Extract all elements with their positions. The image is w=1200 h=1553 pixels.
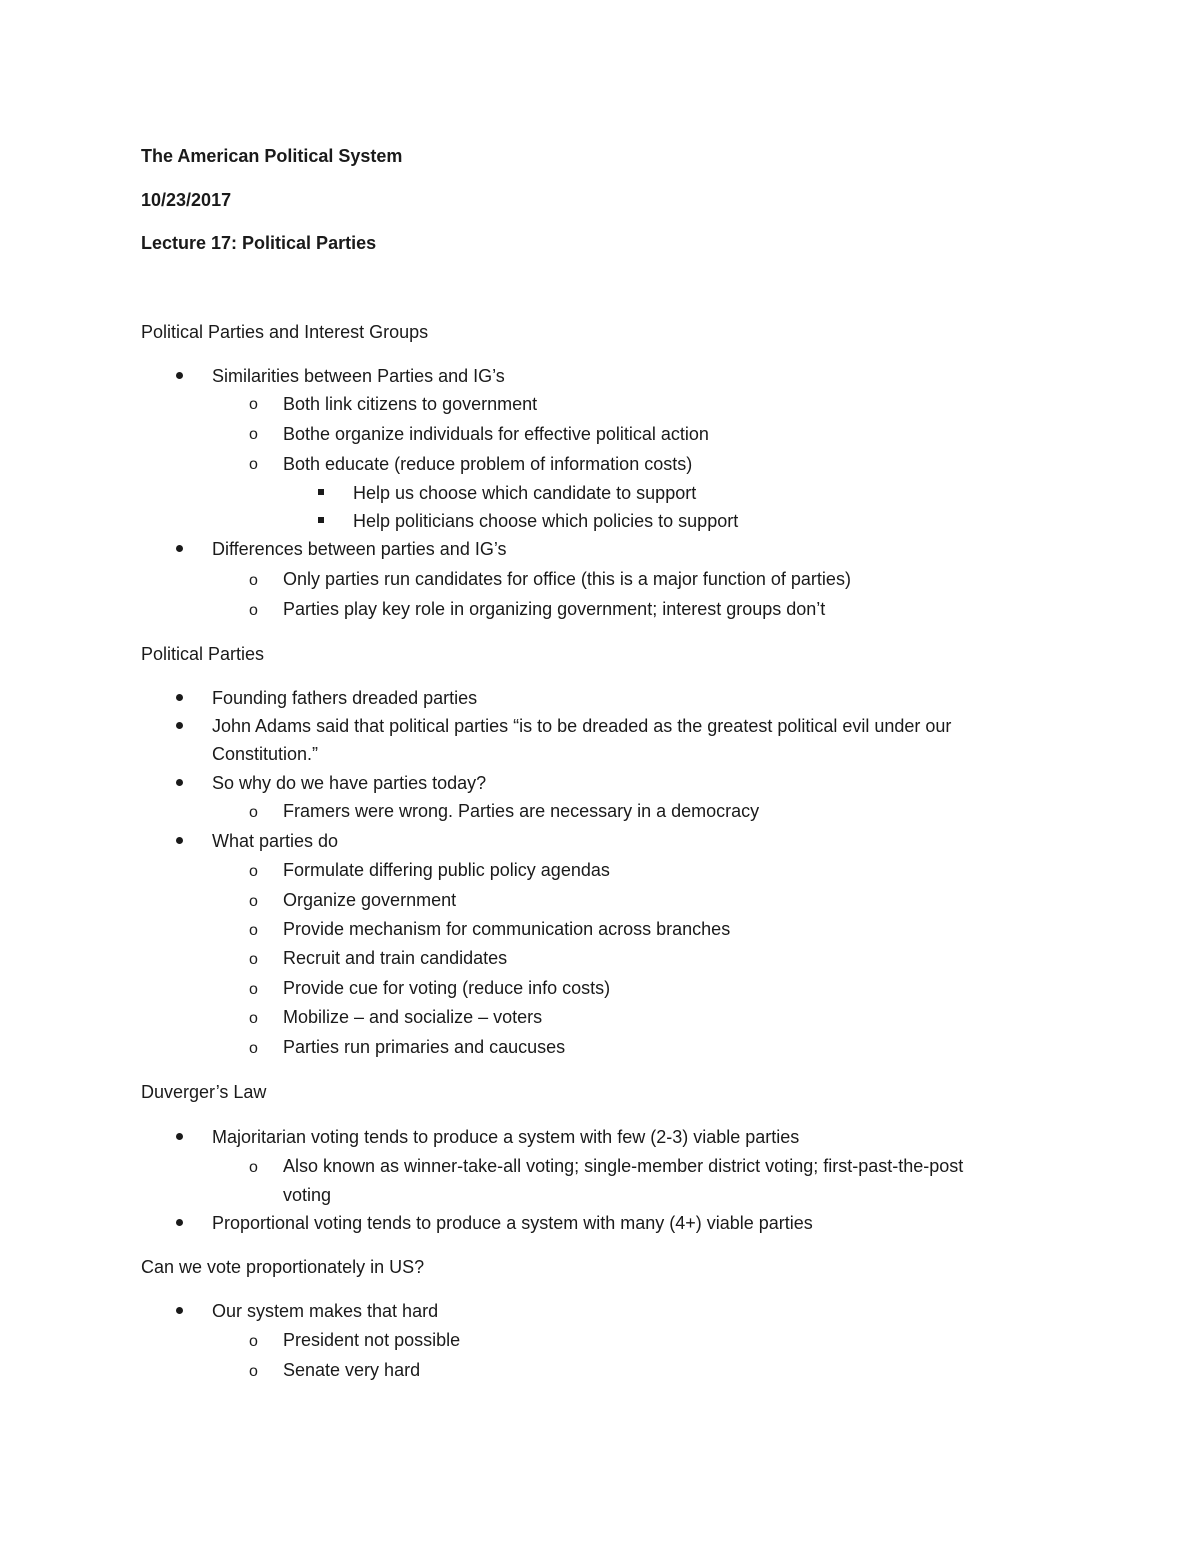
list-item: Recruit and train candidates	[283, 948, 508, 968]
list-item: Parties run primaries and caucuses	[283, 1037, 566, 1057]
square-bullet-icon	[318, 489, 324, 495]
bullet-icon	[176, 1219, 183, 1226]
bullet-icon	[176, 779, 183, 786]
bullet-icon	[176, 694, 183, 701]
lecture-title: Lecture 17: Political Parties	[141, 233, 377, 253]
square-bullet-icon	[318, 517, 324, 523]
sub-bullet-icon: o	[249, 456, 258, 473]
list-item: So why do we have parties today?	[212, 773, 487, 793]
list-item: Senate very hard	[283, 1360, 421, 1380]
sub-bullet-icon: o	[249, 1010, 258, 1027]
sub-bullet-icon: o	[249, 1363, 258, 1380]
list-item: Similarities between Parties and IG’s	[212, 366, 505, 386]
sub-bullet-icon: o	[249, 804, 258, 821]
list-item: What parties do	[212, 831, 339, 851]
list-item: Help politicians choose which policies to support	[353, 511, 739, 531]
list-item-continuation: Constitution.”	[212, 744, 319, 764]
list-item: Organize government	[283, 890, 457, 910]
sub-bullet-icon: o	[249, 1333, 258, 1350]
sub-bullet-icon: o	[249, 922, 258, 939]
bullet-icon	[176, 722, 183, 729]
list-item-continuation: voting	[283, 1185, 332, 1205]
list-item: Proportional voting tends to produce a system with many (4+) viable parties	[212, 1213, 813, 1233]
list-item: Parties play key role in organizing government; interest groups don’t	[283, 599, 826, 619]
sub-bullet-icon: o	[249, 1159, 258, 1176]
lecture-date: 10/23/2017	[141, 190, 232, 210]
bullet-icon	[176, 1133, 183, 1140]
list-item: Framers were wrong. Parties are necessary in a democracy	[283, 801, 760, 821]
bullet-icon	[176, 1307, 183, 1314]
section-heading-vote-proportionately: Can we vote proportionately in US?	[141, 1257, 425, 1277]
sub-bullet-icon: o	[249, 572, 258, 589]
bullet-icon	[176, 837, 183, 844]
course-title: The American Political System	[141, 146, 403, 166]
sub-bullet-icon: o	[249, 1040, 258, 1057]
list-item: Help us choose which candidate to support	[353, 483, 697, 503]
list-item: Formulate differing public policy agendas	[283, 860, 610, 880]
bullet-icon	[176, 545, 183, 552]
list-item: Provide cue for voting (reduce info costs)	[283, 978, 611, 998]
list-item: President not possible	[283, 1330, 461, 1350]
sub-bullet-icon: o	[249, 893, 258, 910]
sub-bullet-icon: o	[249, 426, 258, 443]
sub-bullet-icon: o	[249, 981, 258, 998]
list-item: Our system makes that hard	[212, 1301, 439, 1321]
list-item: Only parties run candidates for office (this is a major function of parties)	[283, 569, 851, 589]
sub-bullet-icon: o	[249, 863, 258, 880]
list-item: Majoritarian voting tends to produce a system with few (2-3) viable parties	[212, 1127, 800, 1147]
list-item: Provide mechanism for communication across branches	[283, 919, 731, 939]
list-item: Both link citizens to government	[283, 394, 538, 414]
list-item: Bothe organize individuals for effective political action	[283, 424, 709, 444]
sub-bullet-icon: o	[249, 602, 258, 619]
list-item: Differences between parties and IG’s	[212, 539, 507, 559]
sub-bullet-icon: o	[249, 396, 258, 413]
list-item: Mobilize – and socialize – voters	[283, 1007, 543, 1027]
list-item: Also known as winner-take-all voting; single-member district voting; first-past-the-post	[283, 1156, 964, 1176]
list-item: John Adams said that political parties “is to be dreaded as the greatest political evil under our	[212, 716, 952, 736]
list-item: Both educate (reduce problem of information costs)	[283, 454, 693, 474]
section-heading-political-parties: Political Parties	[141, 644, 265, 664]
sub-bullet-icon: o	[249, 951, 258, 968]
section-heading-duvergers-law: Duverger’s Law	[141, 1082, 267, 1102]
list-item: Founding fathers dreaded parties	[212, 688, 478, 708]
bullet-icon	[176, 372, 183, 379]
section-heading-parties-and-interest-groups: Political Parties and Interest Groups	[141, 322, 429, 342]
